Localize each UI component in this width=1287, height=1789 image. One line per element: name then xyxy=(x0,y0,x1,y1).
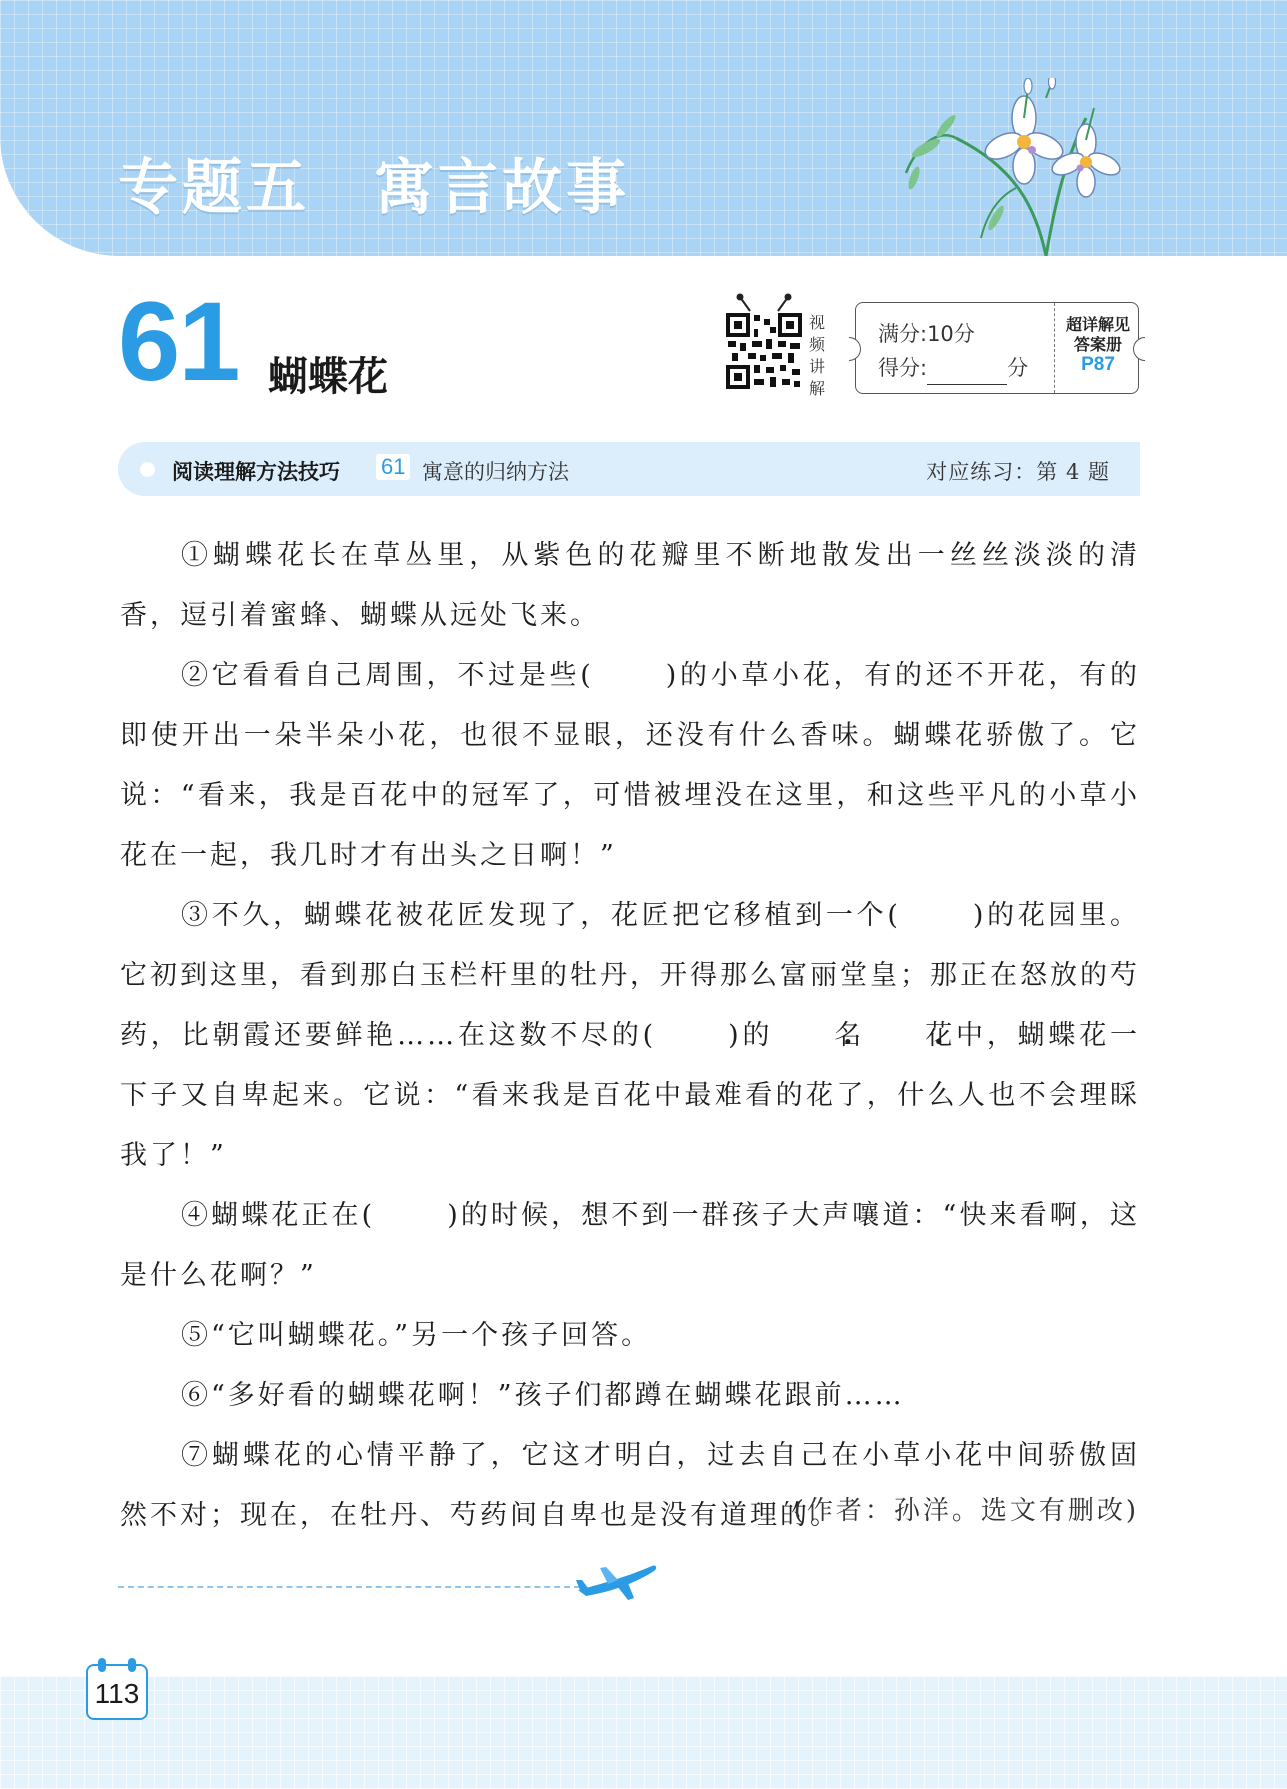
practice-reference: 对应练习：第 4 题 xyxy=(926,460,1110,484)
answer-page: P87 xyxy=(1081,354,1115,375)
calendar-ring-icon xyxy=(98,1658,106,1672)
score-input[interactable] xyxy=(927,363,1007,385)
emphasis-char: 名 • xyxy=(773,1006,864,1066)
paragraph-text: )的小草小花，有的还不开花，有的即使开出一朵半朵小花，也很不显眼，还没有什么香味。蝴蝶花骄傲了。它说：“看来，我是百花中的冠军了，可惜被埋没在这里，和这些平凡的小草小花在一起，我几时才有出头之日啊！” xyxy=(120,660,1140,871)
dashed-divider xyxy=(118,1586,580,1588)
method-banner xyxy=(118,442,1140,496)
qr-caption-char: 解 xyxy=(808,379,825,398)
banner-number: 61 xyxy=(376,454,410,480)
calendar-ring-icon xyxy=(128,1658,136,1672)
emphasis-char: 花 • xyxy=(864,1006,955,1066)
paragraph-7: ⑦蝴蝶花的心情平静了，它这才明白，过去自己在小草小花中间骄傲固然不对；现在，在牡丹、芍药间自卑也是没有道理的。 xyxy=(120,1440,1140,1531)
score-line xyxy=(878,351,1028,385)
paragraph-text: ③不久，蝴蝶花被花匠发现了，花匠把它移植到一个( xyxy=(181,900,901,931)
paragraph-text: 中，蝴蝶花一下子又自卑起来。它说：“看来我是百花中最难看的花了，什么人也不会理睬我了！” xyxy=(120,1020,1140,1171)
paragraph-text: ②它看看自己周围，不过是些( xyxy=(181,660,594,691)
paragraph-5: ⑤“它叫蝴蝶花。”另一个孩子回答。 xyxy=(181,1320,652,1351)
full-score: 满分:10分 xyxy=(878,322,975,346)
qr-caption-char: 频 xyxy=(808,335,825,354)
airplane-icon xyxy=(574,1556,658,1606)
paragraph-text: )的 xyxy=(728,1020,774,1051)
reading-passage xyxy=(120,526,1140,1546)
paragraph-2 xyxy=(120,646,1140,886)
banner-dot-icon xyxy=(140,462,155,477)
video-qr-code-icon[interactable] xyxy=(724,293,804,393)
paragraph-text: )的时候，想不到一群孩子大声嚷道：“快来看啊，这是什么花啊？” xyxy=(120,1200,1140,1291)
page-number: 113 xyxy=(94,1678,140,1709)
answer-line-2: 答案册 xyxy=(1073,335,1122,354)
banner-topic: 寓意的归纳方法 xyxy=(422,460,569,484)
ticket-notch-left xyxy=(849,337,861,361)
paragraph-text: ④蝴蝶花正在( xyxy=(181,1200,376,1231)
iris-flower-illustration xyxy=(896,78,1142,256)
lesson-title: 蝴蝶花 xyxy=(268,354,388,400)
qr-caption-char: 视 xyxy=(808,313,825,332)
lesson-number: 61 xyxy=(118,279,239,404)
paragraph-4 xyxy=(120,1186,1140,1306)
score-unit: 分 xyxy=(1007,356,1029,380)
paragraph-6: ⑥“多好看的蝴蝶花啊！”孩子们都蹲在蝴蝶花跟前…… xyxy=(181,1380,905,1411)
score-divider xyxy=(1054,303,1055,393)
qr-caption-char: 讲 xyxy=(808,357,825,376)
chapter-header xyxy=(0,0,1287,256)
score-fields xyxy=(878,317,1028,385)
qr-caption xyxy=(808,312,826,400)
answer-reference xyxy=(1059,315,1137,375)
score-label: 得分: xyxy=(878,356,928,380)
score-box xyxy=(855,302,1139,394)
paragraph-text: )的花园里。它初到这里，看到那白玉栏杆里的牡丹，开得那么富丽堂皇；那正在怒放的芍药，比朝霞还要鲜艳……在这数不尽的( xyxy=(120,900,1140,1051)
answer-line-1: 超详解见 xyxy=(1065,315,1130,334)
paragraph-1: ①蝴蝶花长在草丛里，从紫色的花瓣里不断地散发出一丝丝淡淡的清香，逗引着蜜蜂、蝴蝶从远处飞来。 xyxy=(120,540,1140,631)
page-number-badge xyxy=(86,1664,148,1720)
paragraph-3 xyxy=(120,886,1140,1186)
banner-label: 阅读理解方法技巧 xyxy=(172,460,340,484)
passage-source: (作者：孙洋。选文有删改) xyxy=(793,1496,1139,1526)
page-footer xyxy=(0,1676,1287,1789)
chapter-title: 专题五 寓言故事 xyxy=(118,153,630,223)
